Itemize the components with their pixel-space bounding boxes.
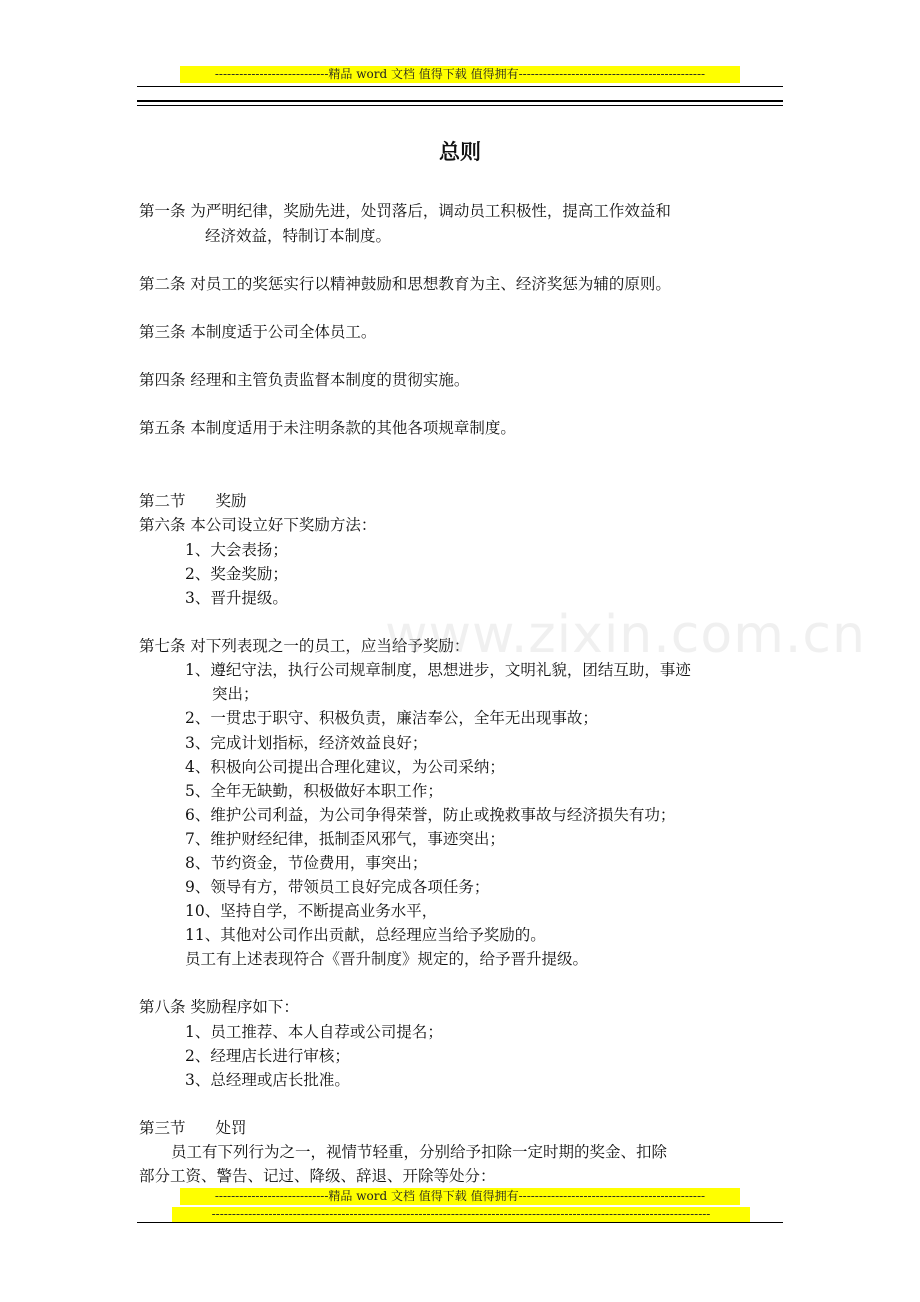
footer-rule — [137, 1222, 783, 1223]
section-3-paragraph-cont: 部分工资、警告、记过、降级、辞退、开除等处分： — [139, 1167, 496, 1185]
article-3: 第三条 本制度适于公司全体员工。 — [139, 323, 377, 341]
section-2-title: 奖励 — [215, 492, 247, 510]
article-8: 第八条 奖励程序如下： — [139, 998, 299, 1016]
list-item: 9、领导有方，带领员工良好完成各项任务； — [185, 878, 490, 896]
article-7-note: 员工有上述表现符合《晋升制度》规定的，给予晋升提级。 — [185, 950, 589, 968]
article-4: 第四条 经理和主管负责监督本制度的贯彻实施。 — [139, 371, 470, 389]
list-item: 3、完成计划指标，经济效益良好； — [185, 734, 428, 752]
article-1-cont: 经济效益，特制订本制度。 — [205, 227, 392, 245]
page-title: 总则 — [439, 140, 481, 164]
list-item: 1、遵纪守法，执行公司规章制度，思想进步，文明礼貌，团结互助，事迹 — [185, 661, 691, 679]
list-item: 2、经理店长进行审核； — [185, 1047, 350, 1065]
list-item: 1、员工推荐、本人自荐或公司提名； — [185, 1023, 443, 1041]
section-2-label: 第二节 — [139, 492, 186, 510]
article-1: 第一条 为严明纪律，奖励先进，处罚落后，调动员工积极性，提高工作效益和 — [139, 202, 671, 220]
list-item: 11、其他对公司作出贡献，总经理应当给予奖励的。 — [185, 926, 546, 944]
header-rule-thick — [137, 100, 783, 102]
article-7: 第七条 对下列表现之一的员工，应当给予奖励： — [139, 637, 470, 655]
article-6: 第六条 本公司设立好下奖励方法： — [139, 516, 377, 534]
list-item: 2、奖金奖励； — [185, 565, 288, 583]
header-rule — [137, 105, 783, 106]
list-item: 10、坚持自学，不断提高业务水平， — [185, 902, 438, 920]
list-item: 1、大会表扬； — [185, 541, 288, 559]
section-3-heading — [139, 1116, 247, 1140]
list-item: 7、维护财经纪律，抵制歪风邪气，事迹突出； — [185, 830, 505, 848]
list-item-cont: 突出； — [212, 685, 259, 703]
list-item: 8、节约资金，节俭费用，事突出； — [185, 854, 428, 872]
list-item: 2、一贯忠于职守、积极负责，廉洁奉公，全年无出现事故； — [185, 709, 598, 727]
section-3-paragraph: 员工有下列行为之一，视情节轻重，分别给予扣除一定时期的奖金、扣除 — [171, 1143, 668, 1161]
section-3-title: 处罚 — [215, 1119, 247, 1137]
section-2-heading — [139, 489, 247, 513]
section-3-label: 第三节 — [139, 1119, 186, 1137]
list-item: 6、维护公司利益，为公司争得荣誉，防止或挽救事故与经济损失有功； — [185, 806, 676, 824]
list-item: 3、总经理或店长批准。 — [185, 1071, 350, 1089]
article-5: 第五条 本制度适用于未注明条款的其他各项规章制度。 — [139, 419, 516, 437]
header-banner: ----------------------------精品 word 文档 值得下载 值得拥有---------------------------------------------- — [180, 66, 740, 83]
header-rule — [137, 86, 783, 87]
list-item: 3、晋升提级。 — [185, 589, 288, 607]
list-item: 4、积极向公司提出合理化建议，为公司采纳； — [185, 758, 505, 776]
article-2: 第二条 对员工的奖惩实行以精神鼓励和思想教育为主、经济奖惩为辅的原则。 — [139, 275, 671, 293]
footer-dash-line: --------------------------------------------------------------------------------------------------------------------------- — [172, 1207, 750, 1222]
watermark: www.zixin.com.cn — [385, 605, 866, 665]
list-item: 5、全年无缺勤，积极做好本职工作； — [185, 782, 443, 800]
footer-banner: ----------------------------精品 word 文档 值得下载 值得拥有---------------------------------------------- — [180, 1188, 740, 1205]
